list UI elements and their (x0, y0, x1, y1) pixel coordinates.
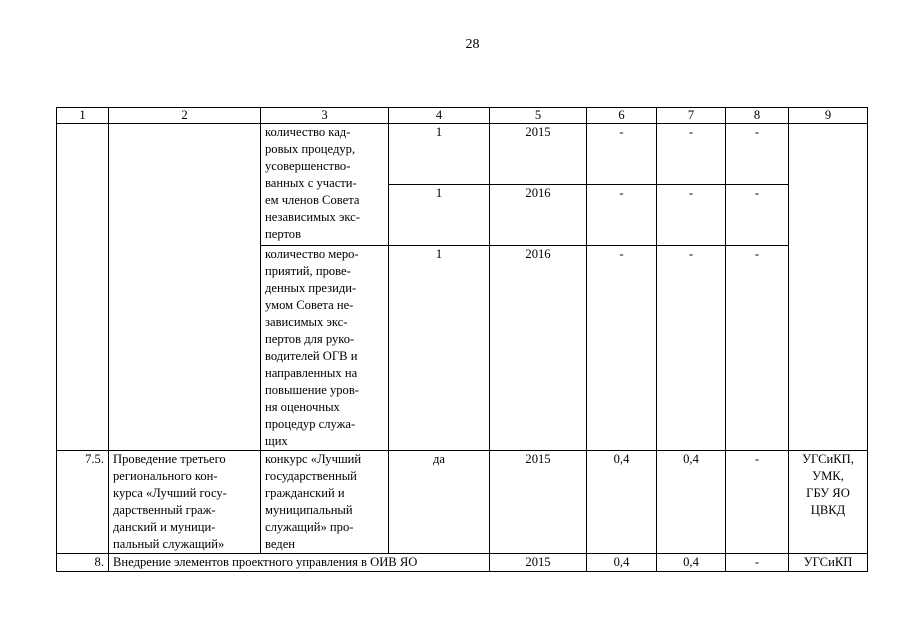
continued-name-cell (109, 124, 261, 451)
row-number-cell: 8. (57, 554, 109, 572)
header-cell-8: 8 (726, 108, 789, 124)
header-cell-6: 6 (587, 108, 657, 124)
header-row (57, 108, 868, 124)
indicator-cell: количество меро- приятий, прове- денных президи- умом Совета не- зависимых экс- пертов для руко- водителей ОГВ и направленных на повышение уров- ня оценочных процедур служа- щих (261, 246, 389, 451)
year-cell: 2015 (490, 124, 587, 185)
responsible-cell (789, 124, 868, 451)
activity-name-cell: Проведение третьего регионального кон- курса «Лучший госу- дарственный граж- данский и муници- пальный служащий» (109, 451, 261, 554)
funding-cell: - (726, 246, 789, 451)
funding-cell: - (657, 124, 726, 185)
funding-cell: - (726, 124, 789, 185)
header-cell-7: 7 (657, 108, 726, 124)
funding-cell: 0,4 (587, 451, 657, 554)
funding-cell: 0,4 (587, 554, 657, 572)
year-cell: 2015 (490, 554, 587, 572)
target-value-cell: 1 (389, 124, 490, 185)
page-number: 28 (465, 37, 480, 52)
header-cell-2: 2 (109, 108, 261, 124)
year-cell: 2016 (490, 246, 587, 451)
header-cell-4: 4 (389, 108, 490, 124)
funding-cell: - (726, 554, 789, 572)
table-row-8 (57, 554, 868, 572)
continued-num-cell (57, 124, 109, 451)
indicator-cell: конкурс «Лучший государственный гражданский и муниципальный служащий» про- веден (261, 451, 389, 554)
funding-cell: - (726, 451, 789, 554)
funding-cell: - (657, 246, 726, 451)
target-value-cell: 1 (389, 185, 490, 246)
funding-cell: 0,4 (657, 451, 726, 554)
table-row-7-5 (57, 451, 868, 554)
header-cell-5: 5 (490, 108, 587, 124)
header-cell-1: 1 (57, 108, 109, 124)
plan-table (56, 107, 868, 572)
indicator-cell: количество кад- ровых процедур, усовершенство- ванных с участи- ем членов Совета независимых экс- пертов (261, 124, 389, 246)
header-cell-9: 9 (789, 108, 868, 124)
year-cell: 2015 (490, 451, 587, 554)
target-value-cell: да (389, 451, 490, 554)
activity-name-cell: Внедрение элементов проектного управления в ОИВ ЯО (109, 554, 490, 572)
funding-cell: - (587, 246, 657, 451)
row-number-cell: 7.5. (57, 451, 109, 554)
funding-cell: 0,4 (657, 554, 726, 572)
target-value-cell: 1 (389, 246, 490, 451)
year-cell: 2016 (490, 185, 587, 246)
responsible-cell: УГСиКП (789, 554, 868, 572)
funding-cell: - (726, 185, 789, 246)
funding-cell: - (587, 124, 657, 185)
table-row (57, 124, 868, 185)
responsible-cell: УГСиКП, УМК, ГБУ ЯО ЦВКД (789, 451, 868, 554)
funding-cell: - (657, 185, 726, 246)
header-cell-3: 3 (261, 108, 389, 124)
funding-cell: - (587, 185, 657, 246)
